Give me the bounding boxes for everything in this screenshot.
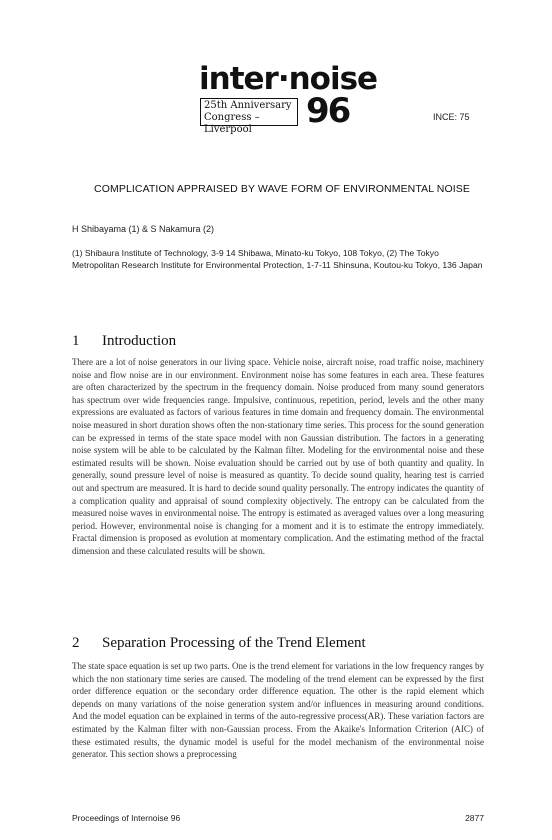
logo-anniversary-box bbox=[200, 98, 298, 135]
logo-box-line1: 25th Anniversary bbox=[204, 100, 292, 111]
paper-authors: H Shibayama (1) & S Nakamura (2) bbox=[72, 224, 215, 234]
paper-title: COMPLICATION APPRAISED BY WAVE FORM OF ENVIRONMENTAL NOISE bbox=[94, 183, 470, 195]
section-body-introduction: There are a lot of noise generators in our living space. Vehicle noise, aircraft noise, road traffic noise, machinery noise and flow noise are in our environment. Environment noise has some features in each area. These features are often characterized by the spectrum in the frequency domain. Noise produced from many sound generators has spectrum over wide frequencies range. Impulsive, continuous, repetition, period, levels and the other many expressions are evaluated as factors of various features in time domain and frequency domain. The environmental noise measured in short duration shows often the non-stationary time series. This process for the sound generation can be expressed in terms of the state space model with non Gaussian distribution. The factors in a generating noise system will be able to be calculated by the Kalman filter. Modeling for the environmental noise and these estimated results will be shown. Noise evaluation should be carried out by use of both quantity and quality. In generally, sound pressure level of noise is measured as quantity. To decide sound quality, hearing test is carried out and spectrum are measured. It is hard to decide sound quality personally. The entropy indicates the quantity of a complication quality and appraisal of sound complexity objectively. The entropy can be calculated from the measured noise waves in environmental noise. The entropy is estimated as averaged values over a long measuring period. However, environmental noise is changing for a moment and it is to estimate the entropy immediately. Fractal dimension is proposed as evolution at momentary complication. And the estimating method of the fractal dimension and these calculated results will be shown. bbox=[72, 357, 484, 556]
section-title: Separation Processing of the Trend Element bbox=[102, 635, 366, 651]
section-number: 1 bbox=[72, 333, 80, 349]
section-heading-introduction bbox=[72, 333, 176, 350]
section-body-separation: The state space equation is set up two parts. One is the trend element for variations in the low frequency ranges by which the non stationary time series are caused. The modeling of the trend element can be expressed by the first order difference equation or the secondary order difference equation. The other is the rapid element which depends on many variations of the noise generation system and/or influences in measuring around conditions. And the model equation can be explained in terms of the auto-regressive process(AR). These variation factors are estimated by the Kalman filter with non-Gaussian process. From the Akaike's Information Criterion (AIC) of these estimated results, the dynamic model is useful for the model mechanism of the environmental noise generator. This section shows a preprocessing bbox=[72, 661, 484, 760]
section-number: 2 bbox=[72, 635, 80, 651]
section-heading-separation bbox=[72, 635, 366, 652]
conference-logo bbox=[196, 61, 378, 135]
logo-box-line2: Congress – Liverpool bbox=[204, 112, 260, 135]
section-title: Introduction bbox=[102, 333, 177, 349]
logo-year: 96 bbox=[306, 91, 350, 131]
paper-affiliation: (1) Shibaura Institute of Technology, 3-9 14 Shibawa, Minato-ku Tokyo, 108 Tokyo, (2) The Tokyo Metropolitan Research Institute for Environmental Protection, 1-7-11 Shinsuna, Koutou-ku Tokyo, 136 Japan bbox=[72, 248, 483, 270]
footer-page-number: 2877 bbox=[465, 813, 484, 823]
logo-wordmark: inter·noise bbox=[199, 61, 378, 97]
footer-proceedings: Proceedings of Internoise 96 bbox=[72, 813, 181, 823]
ince-code: INCE: 75 bbox=[433, 112, 470, 122]
